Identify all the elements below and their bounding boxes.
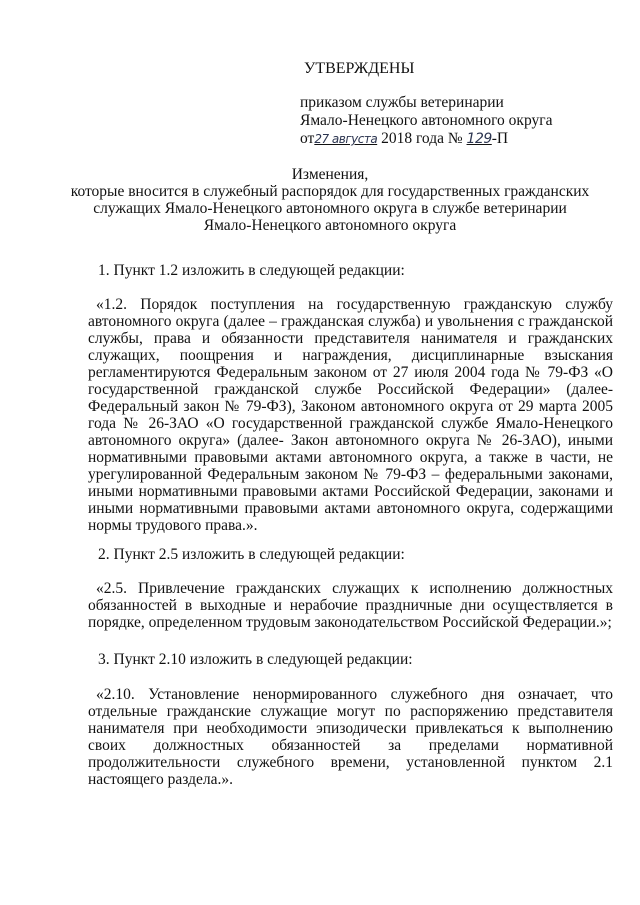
order-prefix: от — [300, 130, 315, 147]
item-2-text: «2.5. Привлечение гражданских служащих к исполнению должностных обязанностей в выходные и нерабочие праздничные дни осуществляется в порядке, определенном трудовым законодательством Российской Федерации.»; — [88, 580, 613, 631]
item-2-label: 2. Пункт 2.5 изложить в следующей редакции: — [98, 546, 405, 563]
item-3-text: «2.10. Установление ненормированного служебного дня означает, что отдельные гражданские служащие могут по распоряжению представителя нанимателя при необходимости эпизодически привлекаться к выполнению своих должностных обязанностей за пределами нормативной продолжительности служебного времени, установленной пунктом 2.1 настоящего раздела.». — [88, 686, 613, 788]
order-line-1: приказом службы ветеринарии — [300, 94, 504, 111]
order-suffix: -П — [491, 130, 509, 147]
item-3-label: 3. Пункт 2.10 изложить в следующей редакции: — [98, 651, 413, 668]
handwritten-order-number: 129 — [466, 131, 492, 147]
item-1-text: «1.2. Порядок поступления на государственную гражданскую службу автономного округа (далее – гражданская служба) и увольнения с гражданской службы, права и обязанности представителя нанимателя и гражданских служащих, поощрения и награждения, дисциплинарные взыскания регламентируются Федеральным законом от 27 июля 2004 года № 79-ФЗ «О государственной гражданской службе Российской Федерации» (далее- Федеральный закон № 79-ФЗ), Законом автономного округа от 29 марта 2005 года № 26-ЗАО «О государственной гражданской службе Ямало-Ненецкого автономного округа» (далее- Закон автономного округа № 26-ЗАО), иными нормативными правовыми актами автономного округа, а также в части, не урегулированной Федеральным законом № 79-ФЗ – федеральными законами, иными нормативными правовыми актами Российской Федерации, законами и иными нормативными правовыми актами автономного округа, содержащими нормы трудового права.». — [88, 296, 613, 534]
item-1-label: 1. Пункт 1.2 изложить в следующей редакции: — [98, 262, 405, 279]
document-title-block — [70, 166, 590, 234]
document-title: Изменения, — [291, 166, 369, 183]
document-subtitle: которые вносится в служебный распорядок для государственных гражданских служащих Ямало-Ненецкого автономного округа в службе ветеринарии Ямало-Ненецкого автономного округа — [70, 183, 590, 234]
handwritten-date: 27 августа — [314, 132, 378, 146]
approved-heading: УТВЕРЖДЕНЫ — [304, 60, 415, 77]
order-year: 2018 года № — [381, 130, 463, 147]
order-line-3 — [300, 130, 508, 148]
order-line-2: Ямало-Ненецкого автономного округа — [300, 112, 553, 129]
